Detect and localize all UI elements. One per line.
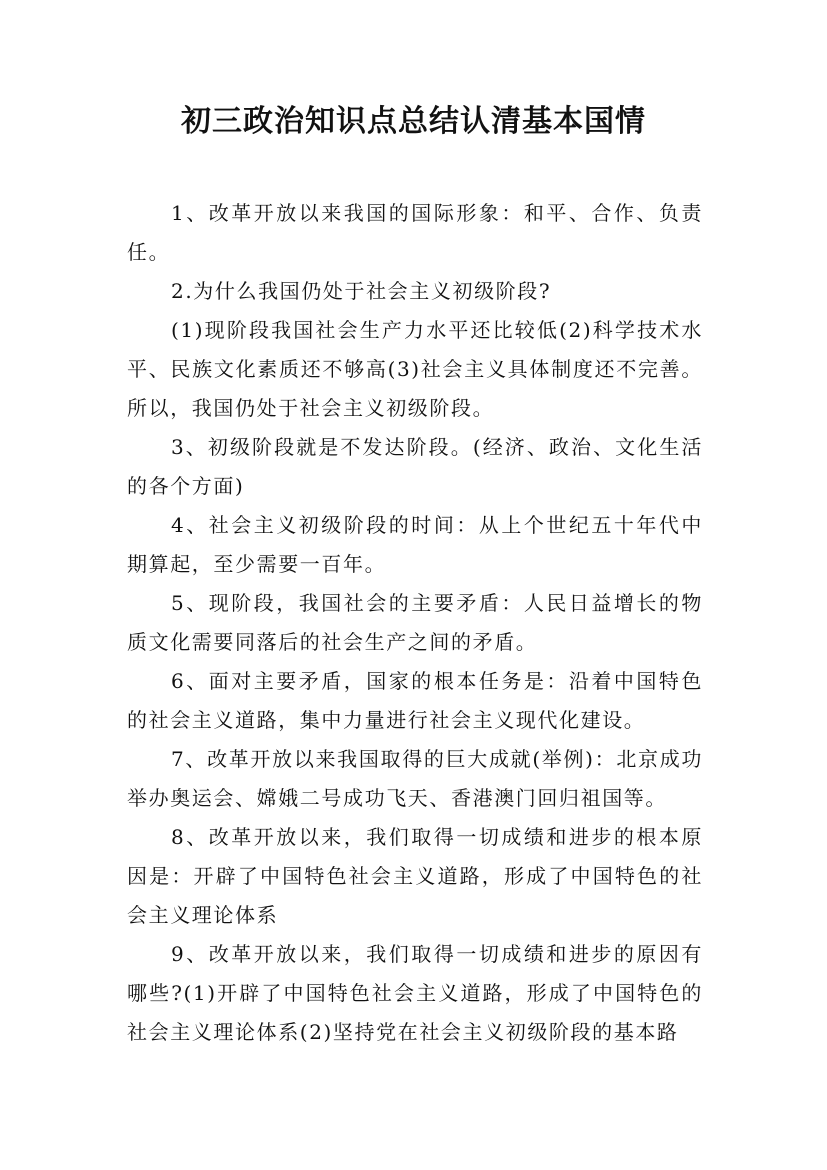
paragraph-3: (1)现阶段我国社会生产力水平还比较低(2)科学技术水平、民族文化素质还不够高(3)社会主义具体制度还不完善。所以，我国仍处于社会主义初级阶段。 xyxy=(127,318,703,420)
paragraph-1: 1、改革开放以来我国的国际形象：和平、合作、负责任。 xyxy=(127,201,703,264)
paragraph-7: 6、面对主要矛盾，国家的根本任务是：沿着中国特色的社会主义道路，集中力量进行社会主义现代化建设。 xyxy=(127,669,703,732)
paragraph-9: 8、改革开放以来，我们取得一切成绩和进步的根本原因是：开辟了中国特色社会主义道路，形成了中国特色的社会主义理论体系 xyxy=(127,825,703,927)
paragraph-2: 2.为什么我国仍处于社会主义初级阶段? xyxy=(171,279,552,303)
paragraph-5: 4、社会主义初级阶段的时间：从上个世纪五十年代中期算起，至少需要一百年。 xyxy=(127,513,703,576)
paragraph-6: 5、现阶段，我国社会的主要矛盾：人民日益增长的物质文化需要同落后的社会生产之间的矛盾。 xyxy=(127,591,703,654)
document-title: 初三政治知识点总结认清基本国情 xyxy=(181,104,646,139)
paragraph-10: 9、改革开放以来，我们取得一切成绩和进步的原因有哪些?(1)开辟了中国特色社会主义道路，形成了中国特色的社会主义理论体系(2)坚持党在社会主义初级阶段的基本路 xyxy=(127,942,703,1044)
document-body xyxy=(127,194,703,1052)
paragraph-4: 3、初级阶段就是不发达阶段。(经济、政治、文化生活的各个方面) xyxy=(127,435,703,498)
paragraph-8: 7、改革开放以来我国取得的巨大成就(举例)：北京成功举办奥运会、嫦娥二号成功飞天、香港澳门回归祖国等。 xyxy=(127,747,703,810)
